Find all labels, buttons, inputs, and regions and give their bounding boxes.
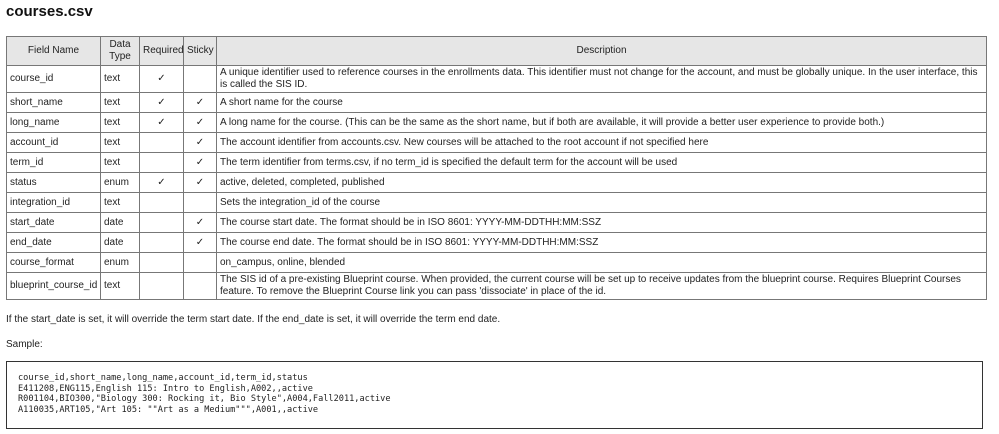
- column-header-field-name: Field Name: [7, 37, 101, 66]
- cell-sticky: ✓: [184, 153, 217, 173]
- table-row: [7, 93, 987, 113]
- cell-description: A unique identifier used to reference courses in the enrollments data. This identifier must not change for the account, and must be globally unique. In the user interface, this is called the SIS ID.: [217, 66, 987, 93]
- cell-data-type: enum: [101, 173, 140, 193]
- cell-description: The course end date. The format should be in ISO 8601: YYYY-MM-DDTHH:MM:SSZ: [217, 233, 987, 253]
- cell-sticky: [184, 66, 217, 93]
- cell-data-type: text: [101, 113, 140, 133]
- cell-data-type: date: [101, 213, 140, 233]
- cell-field-name: account_id: [7, 133, 101, 153]
- sample-line: course_id,short_name,long_name,account_id,term_id,status: [18, 373, 308, 383]
- date-override-note: If the start_date is set, it will override the term start date. If the end_date is set, it will override the term end date.: [6, 314, 501, 325]
- cell-data-type: enum: [101, 253, 140, 273]
- table-row: [7, 273, 987, 300]
- cell-required: [140, 133, 184, 153]
- cell-description: A short name for the course: [217, 93, 987, 113]
- cell-required: ✓: [140, 113, 184, 133]
- cell-required: [140, 193, 184, 213]
- cell-required: [140, 213, 184, 233]
- cell-sticky: [184, 273, 217, 300]
- table-row: [7, 253, 987, 273]
- table-row: [7, 133, 987, 153]
- cell-required: ✓: [140, 173, 184, 193]
- cell-field-name: course_format: [7, 253, 101, 273]
- cell-data-type: text: [101, 273, 140, 300]
- cell-required: [140, 153, 184, 173]
- cell-data-type: text: [101, 93, 140, 113]
- table-row: [7, 113, 987, 133]
- cell-field-name: blueprint_course_id: [7, 273, 101, 300]
- table-row: [7, 213, 987, 233]
- cell-description: Sets the integration_id of the course: [217, 193, 987, 213]
- cell-field-name: start_date: [7, 213, 101, 233]
- cell-sticky: ✓: [184, 233, 217, 253]
- cell-required: ✓: [140, 93, 184, 113]
- cell-description: on_campus, online, blended: [217, 253, 987, 273]
- cell-sticky: ✓: [184, 93, 217, 113]
- cell-sticky: ✓: [184, 213, 217, 233]
- cell-description: The account identifier from accounts.csv. New courses will be attached to the root account if not specified here: [217, 133, 987, 153]
- column-header-description: Description: [217, 37, 987, 66]
- cell-required: [140, 233, 184, 253]
- sample-line: A110035,ART105,"Art 105: ""Art as a Medium""",A001,,active: [18, 404, 319, 415]
- fields-table: [6, 36, 987, 300]
- cell-sticky: [184, 253, 217, 273]
- header-row: [7, 37, 987, 66]
- cell-description: A long name for the course. (This can be the same as the short name, but if both are available, it will provide a better user experience to provide both.): [217, 113, 987, 133]
- cell-field-name: long_name: [7, 113, 101, 133]
- cell-sticky: [184, 193, 217, 213]
- cell-data-type: text: [101, 153, 140, 173]
- cell-description: The course start date. The format should be in ISO 8601: YYYY-MM-DDTHH:MM:SSZ: [217, 213, 987, 233]
- sample-line: E411208,ENG115,English 115: Intro to English,A002,,active: [18, 383, 313, 394]
- sample-line: R001104,BIO300,"Biology 300: Rocking it, Bio Style",A004,Fall2011,active: [18, 394, 391, 404]
- page-title: courses.csv: [6, 3, 93, 20]
- table-row: [7, 233, 987, 253]
- cell-data-type: text: [101, 133, 140, 153]
- cell-required: ✓: [140, 66, 184, 93]
- cell-description: The SIS id of a pre-existing Blueprint course. When provided, the current course will be set up to receive updates from the blueprint course. Requires Blueprint Courses feature. To remove the Blueprint Course link you can pass 'dissociate' in place of the id.: [217, 273, 987, 300]
- table-row: [7, 153, 987, 173]
- table-row: [7, 66, 987, 93]
- sample-label: Sample:: [6, 339, 43, 350]
- table-row: [7, 193, 987, 213]
- sample-code-block: [6, 361, 983, 429]
- cell-sticky: ✓: [184, 173, 217, 193]
- table-body: [7, 66, 987, 300]
- cell-description: The term identifier from terms.csv, if no term_id is specified the default term for the account will be used: [217, 153, 987, 173]
- column-header-sticky: Sticky: [184, 37, 217, 66]
- cell-data-type: text: [101, 193, 140, 213]
- cell-field-name: status: [7, 173, 101, 193]
- column-header-required: Required: [140, 37, 184, 66]
- cell-required: [140, 273, 184, 300]
- cell-data-type: date: [101, 233, 140, 253]
- cell-field-name: end_date: [7, 233, 101, 253]
- cell-field-name: term_id: [7, 153, 101, 173]
- cell-data-type: text: [101, 66, 140, 93]
- cell-field-name: integration_id: [7, 193, 101, 213]
- cell-description: active, deleted, completed, published: [217, 173, 987, 193]
- cell-field-name: course_id: [7, 66, 101, 93]
- cell-sticky: ✓: [184, 113, 217, 133]
- table-row: [7, 173, 987, 193]
- cell-required: [140, 253, 184, 273]
- column-header-data-type: Data Type: [101, 37, 140, 66]
- cell-sticky: ✓: [184, 133, 217, 153]
- cell-field-name: short_name: [7, 93, 101, 113]
